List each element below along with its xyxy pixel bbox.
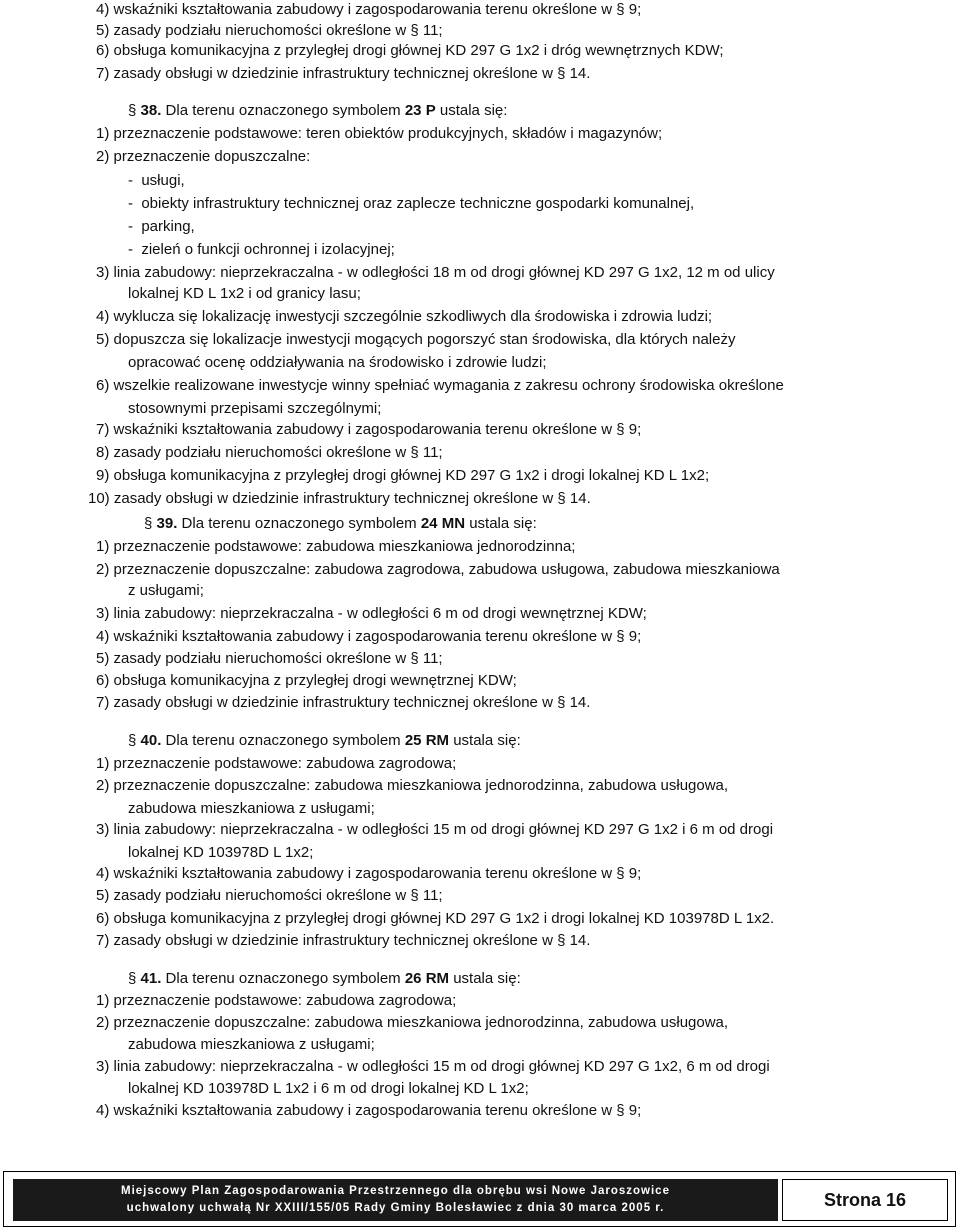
list-item-cont: z usługami; bbox=[128, 582, 204, 599]
dash-item: - obiekty infrastruktury technicznej oraz zaplecze techniczne gospodarki komunalnej, bbox=[128, 195, 695, 212]
list-item: 3) linia zabudowy: nieprzekraczalna - w odległości 18 m od drogi głównej KD 297 G 1x2, 12 m od ulicy bbox=[96, 264, 775, 281]
list-item: 7) wskaźniki kształtowania zabudowy i zagospodarowania terenu określone w § 9; bbox=[96, 421, 642, 438]
list-item-cont: zabudowa mieszkaniowa z usługami; bbox=[128, 1036, 375, 1053]
list-item: 3) linia zabudowy: nieprzekraczalna - w odległości 6 m od drogi wewnętrznej KDW; bbox=[96, 605, 647, 622]
list-item: 3) linia zabudowy: nieprzekraczalna - w odległości 15 m od drogi głównej KD 297 G 1x2, 6 m od drogi bbox=[96, 1058, 770, 1075]
list-item: 3) linia zabudowy: nieprzekraczalna - w odległości 15 m od drogi głównej KD 297 G 1x2 i 6 m od drogi bbox=[96, 821, 774, 838]
dash-item: - usługi, bbox=[128, 172, 185, 189]
list-item-cont: stosownymi przepisami szczególnymi; bbox=[128, 400, 382, 417]
list-item: 1) przeznaczenie podstawowe: zabudowa zagrodowa; bbox=[96, 992, 457, 1009]
dash-item: - parking, bbox=[128, 218, 195, 235]
list-item: 7) zasady obsługi w dziedzinie infrastruktury technicznej określone w § 14. bbox=[96, 694, 591, 711]
list-item: 6) obsługa komunikacyjna z przyległej drogi głównej KD 297 G 1x2 i dróg wewnętrznych KDW; bbox=[96, 42, 724, 59]
list-item: 9) obsługa komunikacyjna z przyległej drogi głównej KD 297 G 1x2 i drogi lokalnej KD L 1x2; bbox=[96, 467, 710, 484]
list-item-cont: opracować ocenę oddziaływania na środowisko i zdrowie ludzi; bbox=[128, 354, 547, 371]
list-item: 7) zasady obsługi w dziedzinie infrastruktury technicznej określone w § 14. bbox=[96, 932, 591, 949]
footer-banner bbox=[13, 1179, 778, 1221]
list-item: 6) obsługa komunikacyjna z przyległej drogi wewnętrznej KDW; bbox=[96, 672, 517, 689]
list-item: 4) wyklucza się lokalizację inwestycji szczególnie szkodliwych dla środowiska i zdrowia ludzi; bbox=[96, 308, 713, 325]
list-item: 4) wskaźniki kształtowania zabudowy i zagospodarowania terenu określone w § 9; bbox=[96, 1102, 642, 1119]
section-heading-38: § 38. Dla terenu oznaczonego symbolem 23 P ustala się: bbox=[128, 102, 508, 119]
list-item-cont: zabudowa mieszkaniowa z usługami; bbox=[128, 800, 375, 817]
list-item: 5) zasady podziału nieruchomości określone w § 11; bbox=[96, 887, 443, 904]
footer-plan-title: Miejscowy Plan Zagospodarowania Przestrzennego dla obrębu wsi Nowe Jaroszowice bbox=[121, 1185, 670, 1197]
page-number: Strona 16 bbox=[782, 1179, 948, 1221]
list-item: 1) przeznaczenie podstawowe: teren obiektów produkcyjnych, składów i magazynów; bbox=[96, 125, 663, 142]
list-item-cont: lokalnej KD L 1x2 i od granicy lasu; bbox=[128, 285, 361, 302]
list-item-cont: lokalnej KD 103978D L 1x2; bbox=[128, 844, 314, 861]
dash-item: - zieleń o funkcji ochronnej i izolacyjnej; bbox=[128, 241, 395, 258]
list-item: 4) wskaźniki kształtowania zabudowy i zagospodarowania terenu określone w § 9; bbox=[96, 865, 642, 882]
section-heading-40: § 40. Dla terenu oznaczonego symbolem 25 RM ustala się: bbox=[128, 732, 521, 749]
list-item: 6) wszelkie realizowane inwestycje winny spełniać wymagania z zakresu ochrony środowiska określone bbox=[96, 377, 784, 394]
list-item: 8) zasady podziału nieruchomości określone w § 11; bbox=[96, 444, 443, 461]
list-item: 5) zasady podziału nieruchomości określone w § 11; bbox=[96, 22, 443, 39]
list-item: 5) dopuszcza się lokalizacje inwestycji mogących pogorszyć stan środowiska, dla których należy bbox=[96, 331, 736, 348]
section-heading-39: § 39. Dla terenu oznaczonego symbolem 24 MN ustala się: bbox=[144, 515, 537, 532]
list-item: 4) wskaźniki kształtowania zabudowy i zagospodarowania terenu określone w § 9; bbox=[96, 1, 642, 18]
list-item: 1) przeznaczenie podstawowe: zabudowa zagrodowa; bbox=[96, 755, 457, 772]
list-item: 6) obsługa komunikacyjna z przyległej drogi głównej KD 297 G 1x2 i drogi lokalnej KD 103978D L 1x2. bbox=[96, 910, 775, 927]
list-item: 2) przeznaczenie dopuszczalne: zabudowa zagrodowa, zabudowa usługowa, zabudowa mieszkaniowa bbox=[96, 561, 780, 578]
list-item: 7) zasady obsługi w dziedzinie infrastruktury technicznej określone w § 14. bbox=[96, 65, 591, 82]
list-item: 2) przeznaczenie dopuszczalne: zabudowa mieszkaniowa jednorodzinna, zabudowa usługowa, bbox=[96, 1014, 729, 1031]
section-heading-41: § 41. Dla terenu oznaczonego symbolem 26 RM ustala się: bbox=[128, 970, 521, 987]
list-item: 2) przeznaczenie dopuszczalne: zabudowa mieszkaniowa jednorodzinna, zabudowa usługowa, bbox=[96, 777, 729, 794]
list-item: 2) przeznaczenie dopuszczalne: bbox=[96, 148, 311, 165]
list-item: 4) wskaźniki kształtowania zabudowy i zagospodarowania terenu określone w § 9; bbox=[96, 628, 642, 645]
list-item: 1) przeznaczenie podstawowe: zabudowa mieszkaniowa jednorodzinna; bbox=[96, 538, 576, 555]
list-item-cont: lokalnej KD 103978D L 1x2 i 6 m od drogi lokalnej KD L 1x2; bbox=[128, 1080, 529, 1097]
list-item: 5) zasady podziału nieruchomości określone w § 11; bbox=[96, 650, 443, 667]
footer-resolution: uchwalony uchwałą Nr XXIII/155/05 Rady Gminy Bolesławiec z dnia 30 marca 2005 r. bbox=[126, 1202, 665, 1214]
list-item: 10) zasady obsługi w dziedzinie infrastruktury technicznej określone w § 14. bbox=[88, 490, 591, 507]
